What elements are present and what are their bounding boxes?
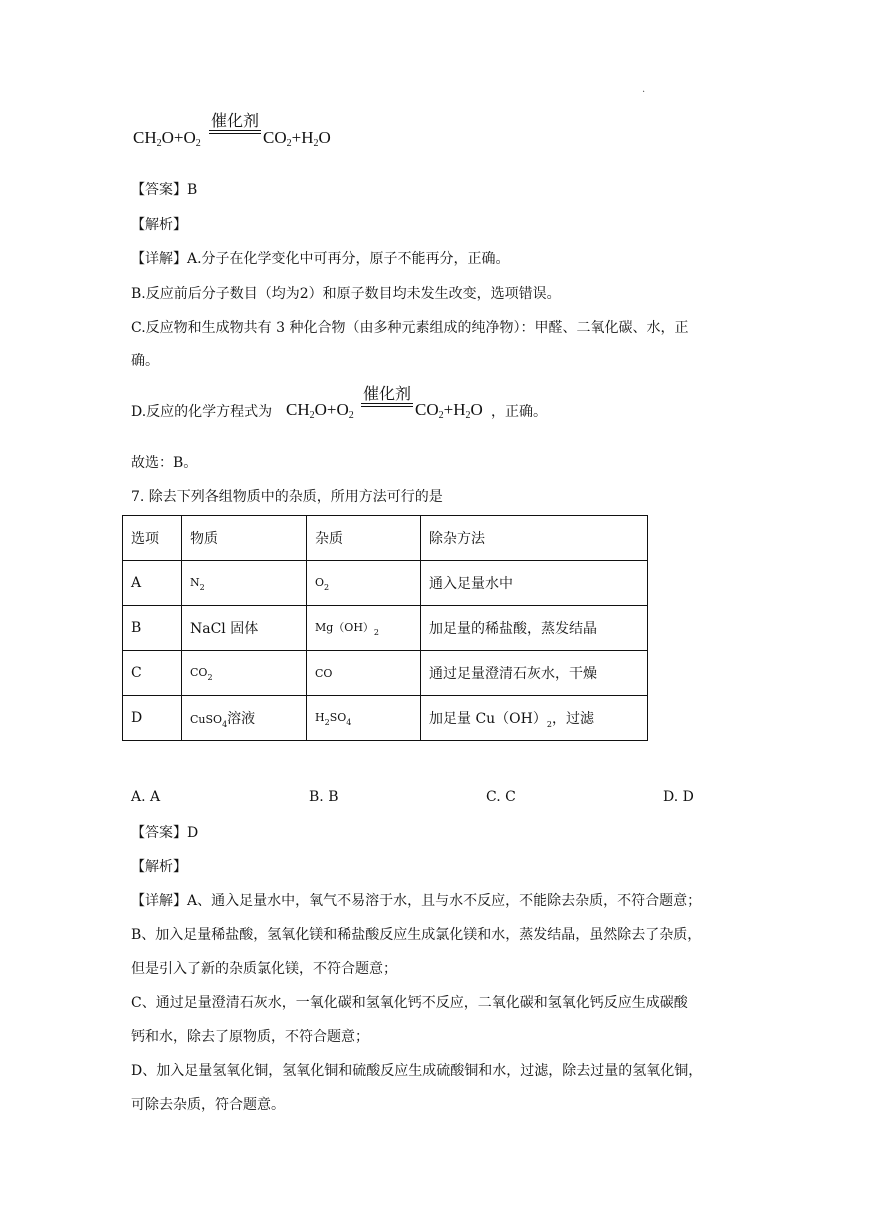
inline-equation-products: $CO_2+H_2O$ (415, 400, 483, 421)
header-option: 选项 (123, 516, 182, 561)
inline-catalyst-label: 催化剂 (362, 384, 411, 403)
q7-stem: 7. 除去下列各组物质中的杂质，所用方法可行的是 (131, 489, 443, 505)
row-option: A (123, 561, 182, 606)
q7-answer: 【答案】D (131, 825, 199, 841)
table-header-row (123, 516, 648, 561)
q7-detail-b1: B、加入足量稀盐酸，氢氧化镁和稀盐酸反应生成氯化镁和水，蒸发结晶，虽然除去了杂质， (131, 927, 702, 943)
row-substance: NaCl 固体 (182, 606, 307, 651)
choice-a[interactable]: A. A (131, 789, 161, 805)
row-method: 加足量的稀盐酸，蒸发结晶 (421, 606, 648, 651)
table-row (123, 696, 648, 741)
q6-detail-c1: C.反应物和生成物共有 3 种化合物（由多种元素组成的纯净物）：甲醛、二氧化碳、水，正 (131, 320, 689, 336)
q6-conclusion: 故选：B。 (131, 455, 198, 471)
equation-catalyst-arrow (209, 112, 261, 134)
row-substance: CuSO$_4$溶液 (182, 696, 307, 741)
choice-d[interactable]: D. D (663, 789, 694, 805)
header-method: 除杂方法 (421, 516, 648, 561)
row-impurity: $O_2$ (307, 561, 421, 606)
inline-equation-reactants: $CH_2O+O_2$ (286, 400, 354, 421)
choice-c[interactable]: C. C (486, 789, 516, 805)
equation-products: $CO_2+H_2O$ (263, 128, 331, 149)
table-row (123, 606, 648, 651)
q7-detail-c1: C、通过足量澄清石灰水，一氧化碳和氢氧化钙不反应，二氧化碳和氢氧化钙反应生成碳酸 (131, 995, 688, 1011)
row-substance: $CO_2$ (182, 651, 307, 696)
q7-detail-c2: 钙和水，除去了原物质，不符合题意； (131, 1029, 369, 1045)
header-impurity: 杂质 (307, 516, 421, 561)
row-method: 通过足量澄清石灰水，干燥 (421, 651, 648, 696)
row-impurity: $Mg(OH)_2$ (307, 606, 421, 651)
choice-b[interactable]: B. B (309, 789, 339, 805)
q6-detail-d-suffix: ，正确。 (491, 404, 547, 420)
table-row (123, 561, 648, 606)
row-method: 加足量 $Cu(OH)_2$，过滤 (421, 696, 648, 741)
row-impurity: CO (307, 651, 421, 696)
row-option: B (123, 606, 182, 651)
equals-bar (209, 130, 261, 134)
row-impurity: $H_2SO_4$ (307, 696, 421, 741)
q7-analysis-label: 【解析】 (131, 859, 187, 875)
q6-analysis-label: 【解析】 (131, 217, 187, 233)
q6-answer: 【答案】B (131, 182, 198, 198)
q7-detail-d2: 可除去杂质，符合题意。 (131, 1097, 285, 1113)
q7-detail-a: 【详解】A、通入足量水中，氧气不易溶于水，且与水不反应，不能除去杂质，不符合题意； (131, 893, 702, 909)
q6-detail-d-prefix: D.反应的化学方程式为 (131, 404, 273, 420)
catalyst-label: 催化剂 (210, 111, 259, 130)
table-row (123, 651, 648, 696)
header-substance: 物质 (182, 516, 307, 561)
q7-detail-b2: 但是引入了新的杂质氯化镁，不符合题意； (131, 961, 397, 977)
q7-detail-d1: D、加入足量氢氧化铜，氢氧化铜和硫酸反应生成硫酸铜和水，过滤，除去过量的氢氧化铜， (131, 1063, 703, 1079)
row-method: 通入足量水中 (421, 561, 648, 606)
top-equation (133, 128, 201, 149)
row-option: D (123, 696, 182, 741)
row-substance: $N_2$ (182, 561, 307, 606)
q6-detail-a: 【详解】A.分子在化学变化中可再分，原子不能再分，正确。 (131, 251, 510, 267)
q6-detail-b: B.反应前后分子数目（均为2）和原子数目均未发生改变，选项错误。 (131, 286, 561, 302)
inline-catalyst-arrow (361, 385, 413, 407)
q7-options-table (122, 515, 648, 741)
equation-reactants: $CH_2O+O_2$ (133, 128, 201, 149)
page-mark: . (642, 84, 646, 95)
inline-equals-bar (361, 403, 413, 407)
q6-detail-c2: 确。 (131, 353, 159, 369)
row-option: C (123, 651, 182, 696)
